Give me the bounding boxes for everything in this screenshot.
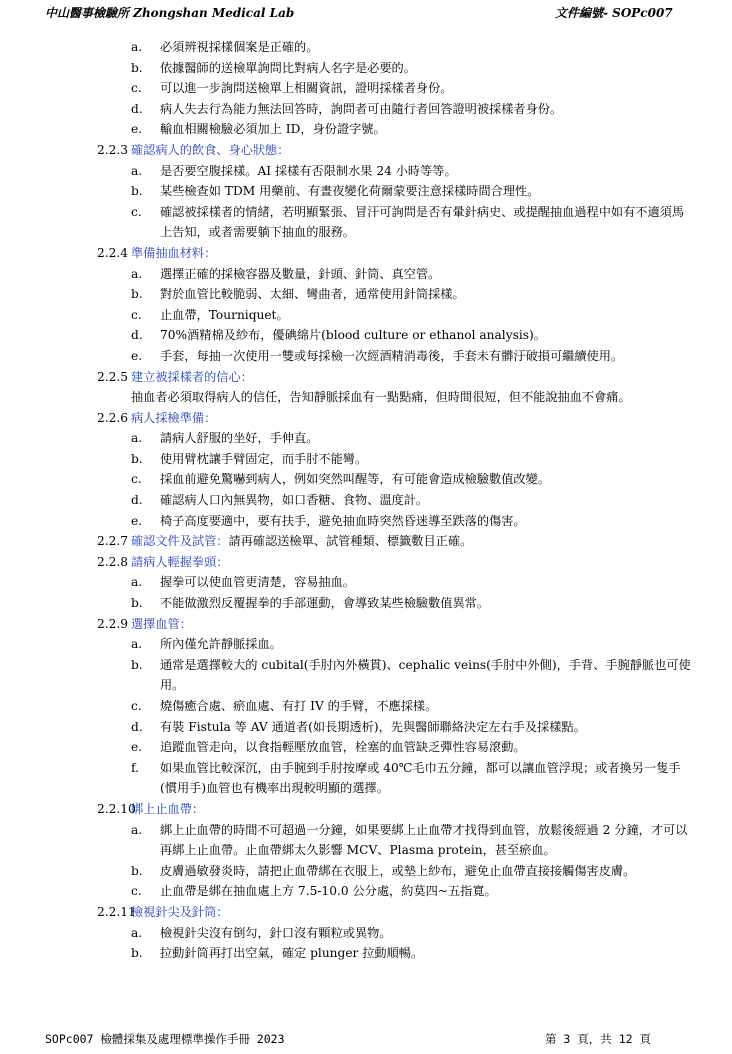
list-item-text: 通常是選擇較大的 cubital(手肘內外橫貫)、cephalic veins(手肘中外側)，手背、手腕靜脈也可使用。	[160, 657, 691, 693]
list-marker: a.	[131, 431, 143, 446]
section-number: 2.2.10	[97, 801, 136, 816]
list-item	[0, 181, 732, 202]
list-item-text: 皮膚過敏發炎時，請把止血帶綁在衣服上，或墊上紗布，避免止血帶直接接觸傷害皮膚。	[160, 863, 636, 878]
section-number: 2.2.11	[97, 904, 136, 919]
list-marker: b.	[131, 451, 143, 466]
list-item-text: 依據醫師的送檢單詢問比對病人名字是必要的。	[160, 60, 416, 75]
list-item	[0, 923, 732, 944]
list-item-text: 輸血相關檢驗必須加上 ID，身份證字號。	[160, 122, 386, 137]
list-item-text: 手套，每抽一次使用一雙或每採檢一次經酒精消毒後，手套未有髒汙破損可繼續使用。	[160, 348, 624, 363]
section-number: 2.2.4	[97, 245, 129, 260]
list-marker: c.	[131, 81, 142, 96]
list-marker: b.	[131, 863, 143, 878]
footer-page-info: 第 3 頁，共 12 頁	[545, 1032, 651, 1046]
list-marker: a.	[131, 822, 143, 837]
list-marker: d.	[131, 328, 143, 343]
list-item	[0, 37, 732, 58]
section-title: 請病人輕握拳頭：	[131, 554, 229, 569]
section-number: 2.2.9	[97, 616, 129, 631]
section-heading	[0, 408, 732, 429]
list-item-text: 是否要空腹採樣。AI 採樣有否限制水果 24 小時等等。	[160, 163, 457, 178]
list-item	[0, 346, 732, 367]
list-marker: e.	[131, 122, 143, 137]
list-item-text: 不能做激烈反覆握拳的手部運動，會導致某些檢驗數值異常。	[160, 596, 490, 611]
list-marker: b.	[131, 60, 143, 75]
footer-doc-title: SOPc007 檢體採集及處理標準操作手冊 2023	[45, 1032, 285, 1046]
list-marker: c.	[131, 884, 142, 899]
list-item	[0, 58, 732, 79]
document-body	[0, 37, 732, 964]
list-item-text: 確認被採樣者的情緒，若明顯緊張、冒汗可詢問是否有暈針病史、或提醒抽血過程中如有不適須馬上告知，或者需要躺下抽血的服務。	[160, 204, 685, 240]
list-marker: a.	[131, 40, 143, 54]
list-item	[0, 881, 732, 902]
list-item	[0, 305, 732, 326]
list-item	[0, 511, 732, 532]
list-marker: c.	[131, 472, 142, 487]
list-item-text: 止血帶，Tourniquet。	[160, 307, 289, 322]
list-item-text: 70%酒精棉及紗布，優碘綿片(blood culture or ethanol analysis)。	[160, 328, 546, 343]
list-item	[0, 634, 732, 655]
list-item-text: 檢視針尖沒有倒勾，針口沒有顆粒或異物。	[160, 925, 392, 940]
list-item-text: 有裝 Fistula 等 AV 通道者(如長期透析)，先與醫師聯絡決定左右手及採樣點。	[160, 719, 586, 734]
section-heading	[0, 140, 732, 161]
section-title: 病人採檢準備：	[131, 410, 217, 425]
list-item-text: 可以進一步詢問送檢單上相關資訊，證明採樣者身份。	[160, 81, 453, 96]
list-item	[0, 737, 732, 758]
list-marker: c.	[131, 204, 142, 219]
list-item-text: 追蹤血管走向，以食指輕壓放血管，栓塞的血管缺乏彈性容易滾動。	[160, 740, 526, 755]
list-item	[0, 325, 732, 346]
list-item	[0, 655, 732, 696]
list-item	[0, 943, 732, 964]
list-item	[0, 428, 732, 449]
list-item-text: 綁上止血帶的時間不可超過一分鐘，如果要綁上止血帶才找得到血管，放鬆後經過 2 分鐘，才可以再綁上止血帶。止血帶綁太久影響 MCV、Plasma protein，甚至瘀血。	[160, 822, 688, 858]
section-number: 2.2.5	[97, 369, 129, 384]
list-marker: c.	[131, 699, 142, 713]
header-doc-number: 文件編號- SOPc007	[555, 6, 673, 20]
list-item-text: 椅子高度要適中，要有扶手，避免抽血時突然昏迷導至跌落的傷害。	[160, 513, 526, 528]
list-marker: a.	[131, 925, 143, 940]
list-marker: e.	[131, 513, 143, 528]
list-item-text: 請病人舒服的坐好，手伸直。	[160, 431, 319, 446]
list-item	[0, 820, 732, 861]
list-marker: a.	[131, 266, 143, 281]
list-item-text: 燒傷癒合處、瘀血處、有打 IV 的手臂，不應採樣。	[160, 699, 438, 713]
section-heading	[0, 902, 732, 923]
list-marker: d.	[131, 493, 143, 508]
section-title: 選擇血管：	[131, 616, 192, 631]
section-title: 檢視針尖及針筒：	[131, 904, 229, 919]
list-marker: c.	[131, 307, 142, 322]
list-item	[0, 161, 732, 182]
list-marker: b.	[131, 184, 143, 199]
list-item	[0, 696, 732, 717]
section-inline-text: 請再確認送檢單、試管種類、標籤數目正確。	[228, 534, 473, 549]
list-item-text: 確認病人口內無異物，如口香糖、食物、溫度計。	[160, 493, 429, 508]
list-item	[0, 78, 732, 99]
list-item-text: 必須辨視採樣個案是正確的。	[160, 40, 319, 54]
section-title: 確認病人的飲食、身心狀態：	[131, 142, 290, 157]
list-item	[0, 717, 732, 738]
list-marker: a.	[131, 637, 143, 652]
list-item	[0, 572, 732, 593]
section-heading	[0, 552, 732, 573]
section-title: 綁上止血帶：	[131, 801, 205, 816]
list-marker: a.	[131, 163, 143, 178]
list-item-text: 病人失去行為能力無法回答時，詢問者可由隨行者回答證明被採樣者身份。	[160, 101, 563, 116]
list-marker: b.	[131, 946, 143, 961]
list-item	[0, 284, 732, 305]
section-heading	[0, 243, 732, 264]
list-marker: a.	[131, 575, 143, 590]
list-item	[0, 99, 732, 120]
list-item-text: 某些檢查如 TDM 用藥前、有晝夜變化荷爾蒙要注意採樣時間合理性。	[160, 184, 540, 199]
list-item	[0, 449, 732, 470]
list-item-text: 選擇正確的採檢容器及數量，針頭、針筒、真空管。	[160, 266, 441, 281]
section-title: 確認文件及試管：	[131, 534, 229, 549]
list-item-text: 止血帶是綁在抽血處上方 7.5-10.0 公分處，約莫四~五指寬。	[160, 884, 497, 899]
list-marker: f.	[131, 760, 139, 775]
list-item	[0, 593, 732, 614]
list-item-text: 使用臂枕讓手臂固定，而手肘不能彎。	[160, 451, 368, 466]
section-number: 2.2.7	[97, 534, 129, 549]
section-number: 2.2.8	[97, 554, 129, 569]
section-heading	[0, 367, 732, 388]
section-title: 建立被採樣者的信心：	[131, 369, 253, 384]
header-lab-name: 中山醫事檢驗所 Zhongshan Medical Lab	[45, 6, 295, 20]
list-item	[0, 264, 732, 285]
list-marker: e.	[131, 348, 143, 363]
list-marker: e.	[131, 740, 143, 755]
list-item-text: 所內僅允許靜脈採血。	[160, 637, 282, 652]
list-item	[0, 490, 732, 511]
list-item-text: 如果血管比較深沉，由手腕到手肘按摩或 40℃毛巾五分鐘，都可以讓血管浮現；或者換另一隻手(慣用手)血管也有機率出現較明顯的選擇。	[160, 760, 681, 796]
list-marker: b.	[131, 596, 143, 611]
list-item	[0, 861, 732, 882]
list-item	[0, 758, 732, 799]
list-item	[0, 202, 732, 243]
section-number: 2.2.6	[97, 410, 129, 425]
section-heading	[0, 614, 732, 635]
section-number: 2.2.3	[97, 142, 129, 157]
list-item-text: 拉動針筒再打出空氣，確定 plunger 拉動順暢。	[160, 946, 424, 961]
section-heading	[0, 799, 732, 820]
list-item-text: 握拳可以使血管更清楚，容易抽血。	[160, 575, 355, 590]
list-marker: b.	[131, 657, 143, 672]
list-item	[0, 469, 732, 490]
list-marker: d.	[131, 101, 143, 116]
list-marker: d.	[131, 719, 143, 734]
list-marker: b.	[131, 287, 143, 302]
section-paragraph: 抽血者必須取得病人的信任，告知靜脈採血有一點點痛，但時間很短，但不能說抽血不會痛。	[131, 390, 631, 405]
list-item-text: 對於血管比較脆弱、太細、彎曲者，通常使用針筒採樣。	[160, 287, 465, 302]
list-item-text: 採血前避免驚嚇到病人，例如突然叫醒等，有可能會造成檢驗數值改變。	[160, 472, 550, 487]
section-heading	[0, 531, 732, 552]
list-item	[0, 119, 732, 140]
section-title: 準備抽血材料：	[131, 245, 217, 260]
